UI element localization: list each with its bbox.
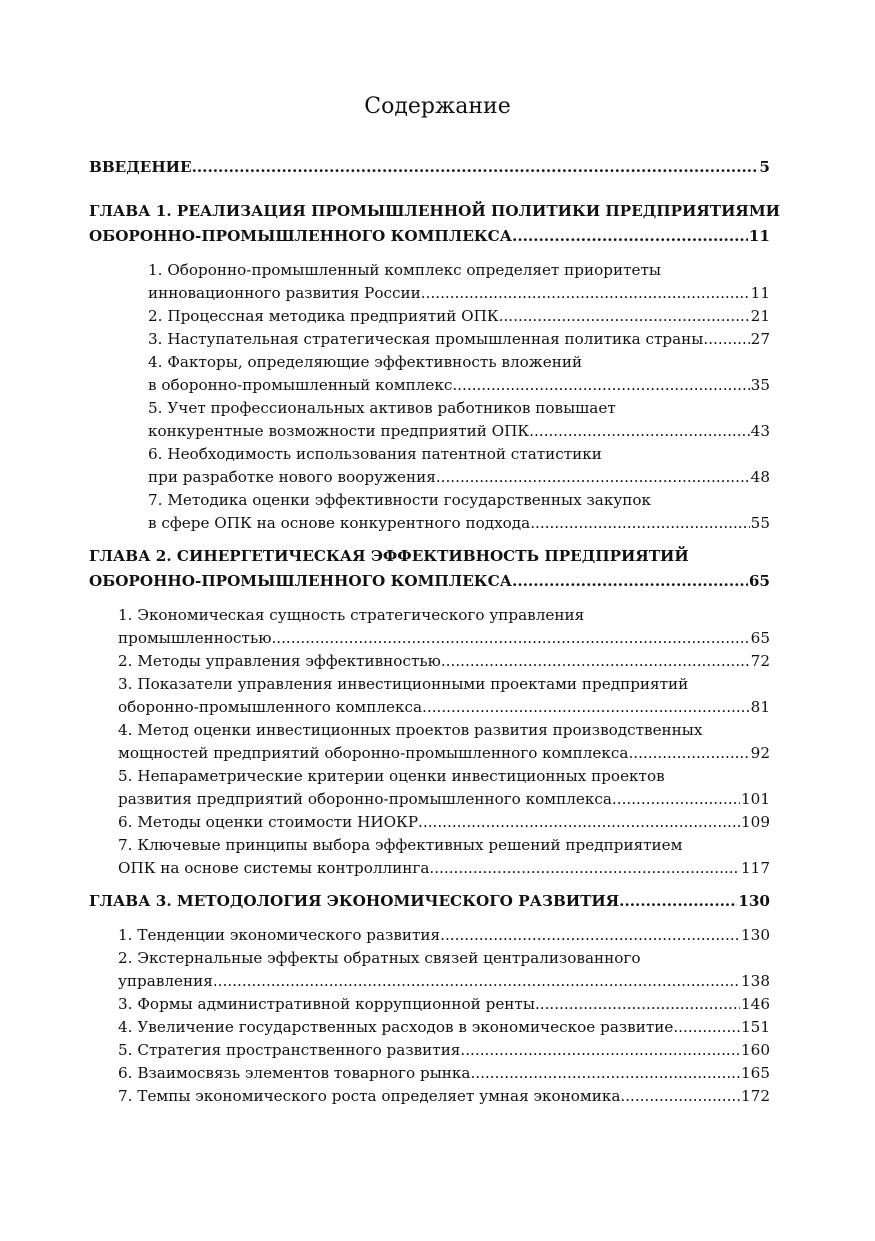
toc-chapter-2-page: 65 <box>748 572 770 590</box>
toc-section[interactable]: 4. Факторы, определяющие эффективность вложений в оборонно-промышленный комплекс ..... 35 <box>148 351 770 397</box>
dot-leader <box>192 155 759 180</box>
toc-section[interactable]: 1. Тенденции экономического развития ..... 130 <box>118 924 770 947</box>
toc-chapter-3-title: ГЛАВА 3. МЕТОДОЛОГИЯ ЭКОНОМИЧЕСКОГО РАЗВИТИЯ <box>89 892 620 910</box>
dot-leader <box>512 569 748 594</box>
toc-section[interactable]: 2. Экстернальные эффекты обратных связей централизованного управления ..... 138 <box>118 947 770 993</box>
dot-leader <box>619 889 737 914</box>
toc-chapter-3-page: 130 <box>738 892 770 910</box>
toc-section[interactable]: 3. Показатели управления инвестиционными проектами предприятий оборонно-промышленного комплекса ..... 81 <box>118 673 770 719</box>
toc-intro-entry[interactable] <box>89 155 770 180</box>
toc-section[interactable]: 6. Необходимость использования патентной статистики при разработке нового вооружения ..... 48 <box>148 443 770 489</box>
toc-section[interactable]: 3. Формы административной коррупционной ренты ..... 146 <box>118 993 770 1016</box>
toc-section[interactable]: 6. Взаимосвязь элементов товарного рынка ..... 165 <box>118 1062 770 1085</box>
toc-chapter-3-sections <box>118 924 770 1108</box>
toc-chapter-2-entry[interactable] <box>89 569 770 594</box>
toc-section[interactable]: 4. Метод оценки инвестиционных проектов развития производственных мощностей предприятий оборонно-промышленного комплекса ..... 92 <box>118 719 770 765</box>
toc-section[interactable]: 5. Учет профессиональных активов работников повышает конкурентные возможности предприятий ОПК ..... 43 <box>148 397 770 443</box>
toc-section[interactable]: 5. Стратегия пространственного развития ..... 160 <box>118 1039 770 1062</box>
toc-chapter-1-title-cont: ОБОРОННО-ПРОМЫШЛЕННОГО КОМПЛЕКСА <box>89 227 513 245</box>
toc-chapter-1-page: 11 <box>748 227 770 245</box>
toc-intro-label: ВВЕДЕНИЕ <box>89 158 192 176</box>
toc-chapter-3 <box>89 889 770 1108</box>
toc-chapter-3-entry[interactable] <box>89 889 770 914</box>
toc-chapter-1-sections <box>148 259 770 535</box>
toc-chapter-2 <box>89 544 770 880</box>
toc-section[interactable]: 7. Темпы экономического роста определяет умная экономика ..... 172 <box>118 1085 770 1108</box>
toc-section[interactable]: 1. Оборонно-промышленный комплекс определяет приоритеты инновационного развития России ..... 11 <box>148 259 770 305</box>
table-of-contents <box>89 155 780 1108</box>
toc-section[interactable]: 7. Ключевые принципы выбора эффективных решений предприятием ОПК на основе системы контроллинга ..... 117 <box>118 834 770 880</box>
toc-section[interactable]: 3. Наступательная стратегическая промышленная политика страны ..... 27 <box>148 328 770 351</box>
toc-chapter-1-entry[interactable] <box>89 224 770 249</box>
toc-section[interactable]: 5. Непараметрические критерии оценки инвестиционных проектов развития предприятий оборонно-промышленного комплекса ..... 101 <box>118 765 770 811</box>
toc-chapter-2-title-cont: ОБОРОННО-ПРОМЫШЛЕННОГО КОМПЛЕКСА <box>89 572 513 590</box>
page-title: Содержание <box>364 94 511 119</box>
toc-section[interactable]: 1. Экономическая сущность стратегического управления промышленностью ..... 65 <box>118 604 770 650</box>
toc-section[interactable]: 2. Методы управления эффективностью ..... 72 <box>118 650 770 673</box>
toc-chapter-2-sections <box>118 604 770 880</box>
toc-chapter-2-title[interactable]: ГЛАВА 2. СИНЕРГЕТИЧЕСКАЯ ЭФФЕКТИВНОСТЬ ПРЕДПРИЯТИЙ <box>89 547 689 565</box>
toc-section[interactable]: 2. Процессная методика предприятий ОПК ..... 21 <box>148 305 770 328</box>
toc-section[interactable]: 6. Методы оценки стоимости НИОКР ..... 109 <box>118 811 770 834</box>
toc-chapter-1 <box>89 199 780 535</box>
toc-intro-page: 5 <box>759 158 770 176</box>
toc-section[interactable]: 7. Методика оценки эффективности государственных закупок в сфере ОПК на основе конкурентного подхода ..... 55 <box>148 489 770 535</box>
toc-section[interactable]: 4. Увеличение государственных расходов в экономическое развитие ..... 151 <box>118 1016 770 1039</box>
toc-chapter-1-title[interactable]: ГЛАВА 1. РЕАЛИЗАЦИЯ ПРОМЫШЛЕННОЙ ПОЛИТИКИ ПРЕДПРИЯТИЯМИ <box>89 202 780 220</box>
dot-leader <box>512 224 748 249</box>
